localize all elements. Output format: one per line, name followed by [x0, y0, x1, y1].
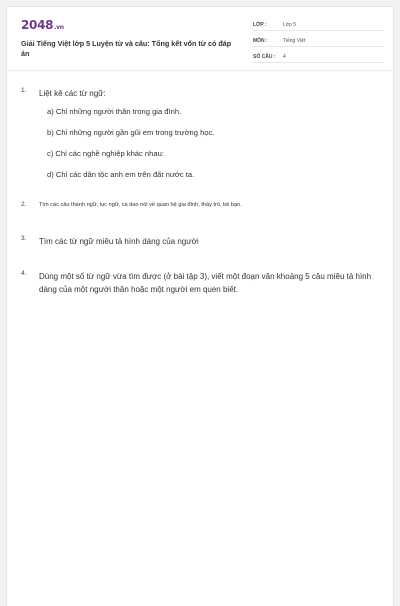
question-number: 1.: [21, 87, 27, 94]
sub-item: a) Chỉ những người thân trong gia đình.: [47, 107, 182, 116]
question-number: 3.: [21, 235, 27, 242]
question-text: Tìm các từ ngữ miêu tả hình dáng của người: [39, 237, 199, 246]
document-header: [7, 7, 393, 71]
meta-label: SỐ CÂU :: [253, 54, 276, 60]
meta-row-grade: [253, 17, 383, 31]
meta-row-subject: [253, 33, 383, 47]
document-sheet: [6, 6, 394, 606]
document-title: Giải Tiếng Việt lớp 5 Luyện từ và câu: Tổng kết vốn từ có đáp án: [21, 39, 232, 58]
meta-value: Lớp 5: [283, 22, 297, 28]
meta-value: 4: [283, 54, 286, 60]
document-meta: [253, 17, 383, 65]
question-text: Liệt kê các từ ngữ:: [39, 89, 106, 98]
meta-row-count: [253, 49, 383, 63]
question-text: Tìm các câu thành ngữ, tục ngữ, ca dao nói về quan hệ gia đình, thầy trò, bè bạn.: [39, 202, 242, 208]
meta-label: LỚP :: [253, 22, 267, 28]
question-number: 4.: [21, 270, 27, 277]
meta-value: Tiếng Việt: [283, 38, 306, 44]
question-number: 2.: [21, 201, 27, 208]
question-text: Dùng một số từ ngữ vừa tìm được (ở bài tập 3), viết một đoạn văn khoảng 5 câu miêu tả hình dáng của một người thân hoặc một người em quen biết.: [39, 272, 372, 294]
meta-label: MÔN :: [253, 38, 268, 44]
sub-item: b) Chỉ những người gần gũi em trong trường học.: [47, 128, 215, 137]
sub-item: c) Chỉ các nghề nghiệp khác nhau:: [47, 149, 164, 158]
sub-item: d) Chỉ các dân tộc anh em trên đất nước ta.: [47, 170, 195, 179]
site-logo[interactable]: 2048.vn: [21, 18, 64, 32]
